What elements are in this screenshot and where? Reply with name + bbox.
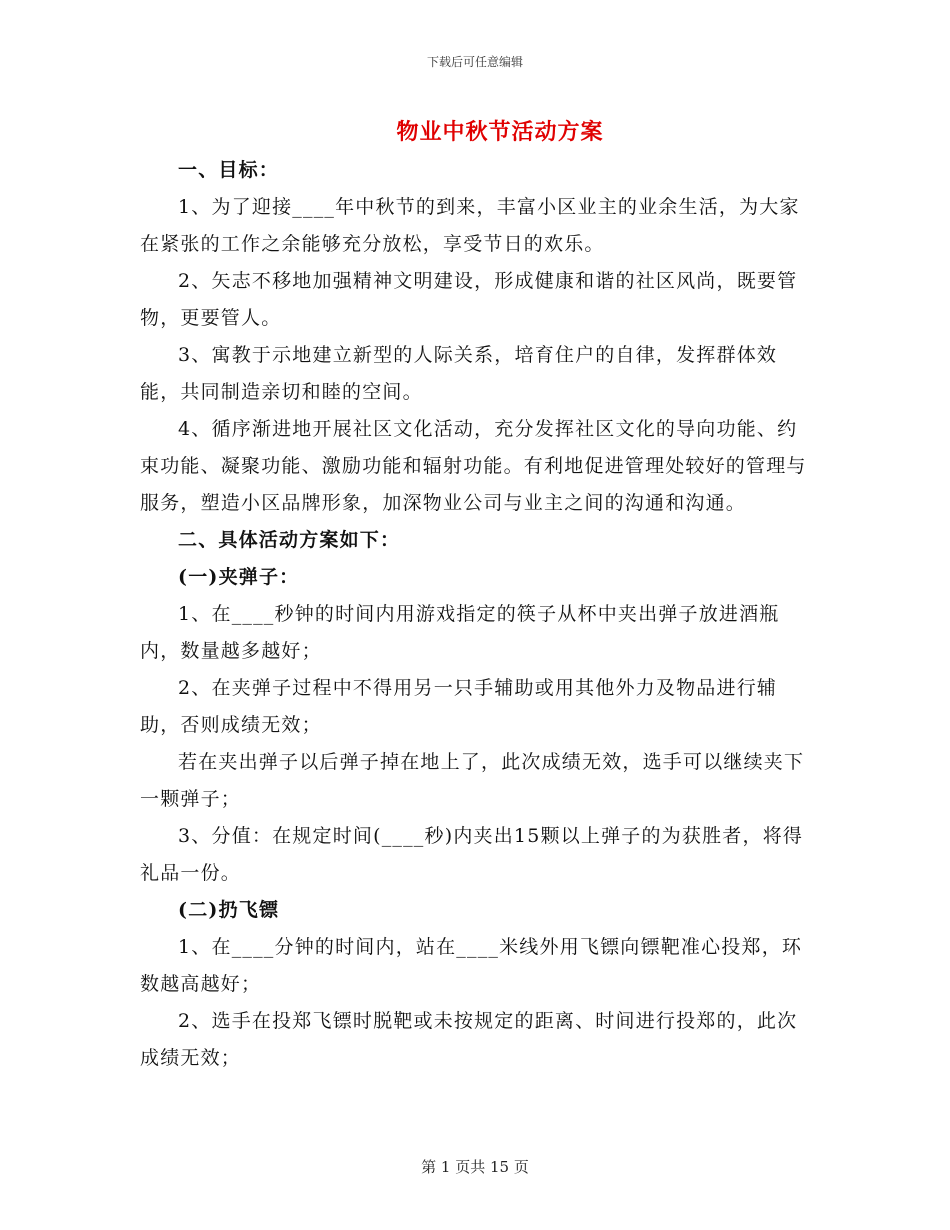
page-footer: 第 1 页共 15 页: [421, 1158, 529, 1176]
document-title: 物业中秋节活动方案: [396, 119, 604, 145]
section-heading-plan: 二、具体活动方案如下：: [178, 529, 401, 551]
subheading-darts: (二)扔飞镖: [178, 899, 280, 921]
paragraph: 4、循序渐进地开展社区文化活动，充分发挥社区文化的导向功能、约束功能、凝聚功能、激励功能和辐射功能。有利地促进管理处较好的管理与服务，塑造小区品牌形象，加深物业公司与业主之间的沟通和沟通。: [140, 418, 807, 514]
header-note: 下载后可任意编辑: [426, 55, 523, 69]
paragraph: 若在夹出弹子以后弹子掉在地上了，此次成绩无效，选手可以继续夹下一颗弹子；: [140, 751, 805, 810]
paragraph: 1、为了迎接____年中秋节的到来，丰富小区业主的业余生活，为大家在紧张的工作之余能够充分放松，享受节日的欢乐。: [140, 196, 800, 255]
section-heading-goals: 一、目标：: [178, 159, 280, 181]
paragraph: 1、在____分钟的时间内，站在____米线外用飞镖向镖靶准心投郑，环数越高越好；: [140, 936, 803, 995]
paragraph: 3、寓教于示地建立新型的人际关系，培育住户的自律，发挥群体效能，共同制造亲切和睦的空间。: [140, 344, 778, 403]
paragraph: 3、分值：在规定时间(____秒)内夹出15颗以上弹子的为获胜者，将得礼品一份。: [140, 825, 804, 884]
paragraph: 1、在____秒钟的时间内用游戏指定的筷子从杯中夹出弹子放进酒瓶内，数量越多越好；: [140, 603, 780, 662]
paragraph: 2、选手在投郑飞镖时脱靶或未按规定的距离、时间进行投郑的，此次成绩无效；: [140, 1010, 798, 1069]
subheading-marbles: (一)夹弹子：: [178, 566, 300, 588]
paragraph: 2、矢志不移地加强精神文明建设，形成健康和谐的社区风尚，既要管物，更要管人。: [140, 270, 798, 329]
document-body: [140, 152, 810, 1077]
paragraph: 2、在夹弹子过程中不得用另一只手辅助或用其他外力及物品进行辅助，否则成绩无效；: [140, 677, 778, 736]
